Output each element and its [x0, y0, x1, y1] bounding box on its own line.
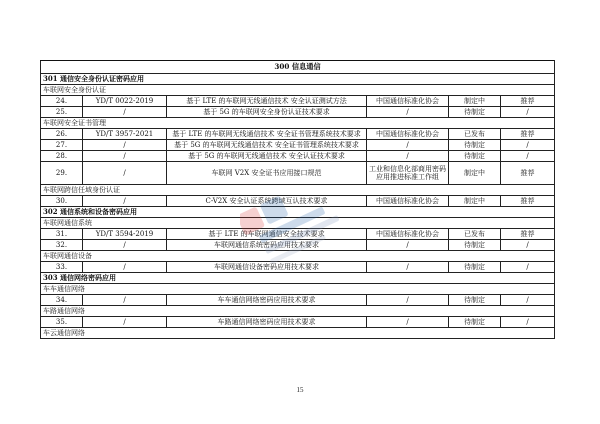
- level: /: [501, 140, 555, 151]
- standard-name: 基于 5G 的车联网无线通信技术 安全证书管理系统技术要求: [167, 140, 367, 151]
- level: /: [501, 295, 555, 306]
- standard-name: C-V2X 安全认证系统跨域互认技术要求: [167, 196, 367, 207]
- row-number: 30.: [41, 196, 83, 207]
- row-number: 26.: [41, 129, 83, 140]
- status: 待制定: [449, 140, 501, 151]
- standard-name: 车联网 V2X 安全证书应用接口规范: [167, 162, 367, 185]
- group-title: 车云通信网络: [41, 328, 555, 339]
- organization: 中国通信标准化协会: [367, 196, 449, 207]
- row-number: 35.: [41, 317, 83, 328]
- level: /: [501, 151, 555, 162]
- group-title: 车联网通信设备: [41, 251, 555, 262]
- table-row: [41, 196, 555, 207]
- section-row: [41, 207, 555, 218]
- table-row: [41, 240, 555, 251]
- group-row: [41, 85, 555, 96]
- standard-name: 基于 LTE 的车联网通信安全技术要求: [167, 229, 367, 240]
- group-row: [41, 251, 555, 262]
- group-row: [41, 284, 555, 295]
- table-row: [41, 129, 555, 140]
- table-row: [41, 262, 555, 273]
- status: 制定中: [449, 96, 501, 107]
- organization: /: [367, 295, 449, 306]
- standard-name: 车路通信网络密码应用技术要求: [167, 317, 367, 328]
- table-row: [41, 96, 555, 107]
- organization: 中国通信标准化协会: [367, 129, 449, 140]
- table-row: [41, 229, 555, 240]
- group-row: [41, 218, 555, 229]
- row-number: 33.: [41, 262, 83, 273]
- page-number: 15: [296, 386, 304, 394]
- status: 待制定: [449, 107, 501, 118]
- row-number: 25.: [41, 107, 83, 118]
- status: 制定中: [449, 162, 501, 185]
- standard-name: 基于 5G 的车联网安全身份认证技术要求: [167, 107, 367, 118]
- standard-code: /: [83, 107, 167, 118]
- organization: /: [367, 151, 449, 162]
- group-row: [41, 118, 555, 129]
- level: 推荐: [501, 229, 555, 240]
- standard-code: YD/T 3594-2019: [83, 229, 167, 240]
- group-title: 车联网安全身份认证: [41, 85, 555, 96]
- group-title: 车车通信网络: [41, 284, 555, 295]
- level: 推荐: [501, 162, 555, 185]
- group-row: [41, 185, 555, 196]
- standard-name: 基于 5G 的车联网无线通信技术 安全认证技术要求: [167, 151, 367, 162]
- organization: /: [367, 262, 449, 273]
- standard-code: /: [83, 317, 167, 328]
- standard-code: /: [83, 196, 167, 207]
- standard-code: /: [83, 140, 167, 151]
- section-row: [41, 273, 555, 284]
- group-title: 车联网跨信任域身份认证: [41, 185, 555, 196]
- standards-table: [40, 60, 555, 339]
- row-number: 32.: [41, 240, 83, 251]
- status: 已发布: [449, 229, 501, 240]
- organization: /: [367, 107, 449, 118]
- level: 推荐: [501, 96, 555, 107]
- section-title: 301 通信安全身份认证密码应用: [41, 74, 555, 85]
- group-row: [41, 306, 555, 317]
- level: /: [501, 107, 555, 118]
- category-title-row: [41, 61, 555, 74]
- standard-name: 基于 LTE 的车联网无线通信技术 安全认证测试方法: [167, 96, 367, 107]
- organization: 中国通信标准化协会: [367, 229, 449, 240]
- section-title: 303 通信网络密码应用: [41, 273, 555, 284]
- organization: 工业和信息化部商用密码应用推进标准工作组: [367, 162, 449, 185]
- organization: /: [367, 317, 449, 328]
- row-number: 31.: [41, 229, 83, 240]
- level: /: [501, 262, 555, 273]
- level: /: [501, 240, 555, 251]
- status: 制定中: [449, 196, 501, 207]
- status: 待制定: [449, 151, 501, 162]
- standard-code: YD/T 3957-2021: [83, 129, 167, 140]
- group-title: 车路通信网络: [41, 306, 555, 317]
- category-title: 300 信息通信: [41, 61, 555, 74]
- table-row: [41, 295, 555, 306]
- level: 推荐: [501, 129, 555, 140]
- row-number: 29.: [41, 162, 83, 185]
- standard-code: YD/T 0022-2019: [83, 96, 167, 107]
- status: 待制定: [449, 317, 501, 328]
- section-row: [41, 74, 555, 85]
- level: /: [501, 317, 555, 328]
- row-number: 34.: [41, 295, 83, 306]
- standard-code: /: [83, 240, 167, 251]
- standard-code: /: [83, 262, 167, 273]
- status: 已发布: [449, 129, 501, 140]
- standard-name: 车车通信网络密码应用技术要求: [167, 295, 367, 306]
- row-number: 24.: [41, 96, 83, 107]
- row-number: 28.: [41, 151, 83, 162]
- organization: /: [367, 240, 449, 251]
- group-title: 车联网安全证书管理: [41, 118, 555, 129]
- group-row: [41, 328, 555, 339]
- standard-code: /: [83, 162, 167, 185]
- table-row: [41, 162, 555, 185]
- table-row: [41, 107, 555, 118]
- standard-code: /: [83, 295, 167, 306]
- table-row: [41, 317, 555, 328]
- table-row: [41, 151, 555, 162]
- level: 推荐: [501, 196, 555, 207]
- status: 待制定: [449, 262, 501, 273]
- row-number: 27.: [41, 140, 83, 151]
- status: 待制定: [449, 295, 501, 306]
- organization: 中国通信标准化协会: [367, 96, 449, 107]
- group-title: 车联网通信系统: [41, 218, 555, 229]
- status: 待制定: [449, 240, 501, 251]
- standard-name: 基于 LTE 的车联网无线通信技术 安全证书管理系统技术要求: [167, 129, 367, 140]
- standard-code: /: [83, 151, 167, 162]
- standard-name: 车联网通信设备密码应用技术要求: [167, 262, 367, 273]
- organization: /: [367, 140, 449, 151]
- section-title: 302 通信系统和设备密码应用: [41, 207, 555, 218]
- table-row: [41, 140, 555, 151]
- standard-name: 车联网通信系统密码应用技术要求: [167, 240, 367, 251]
